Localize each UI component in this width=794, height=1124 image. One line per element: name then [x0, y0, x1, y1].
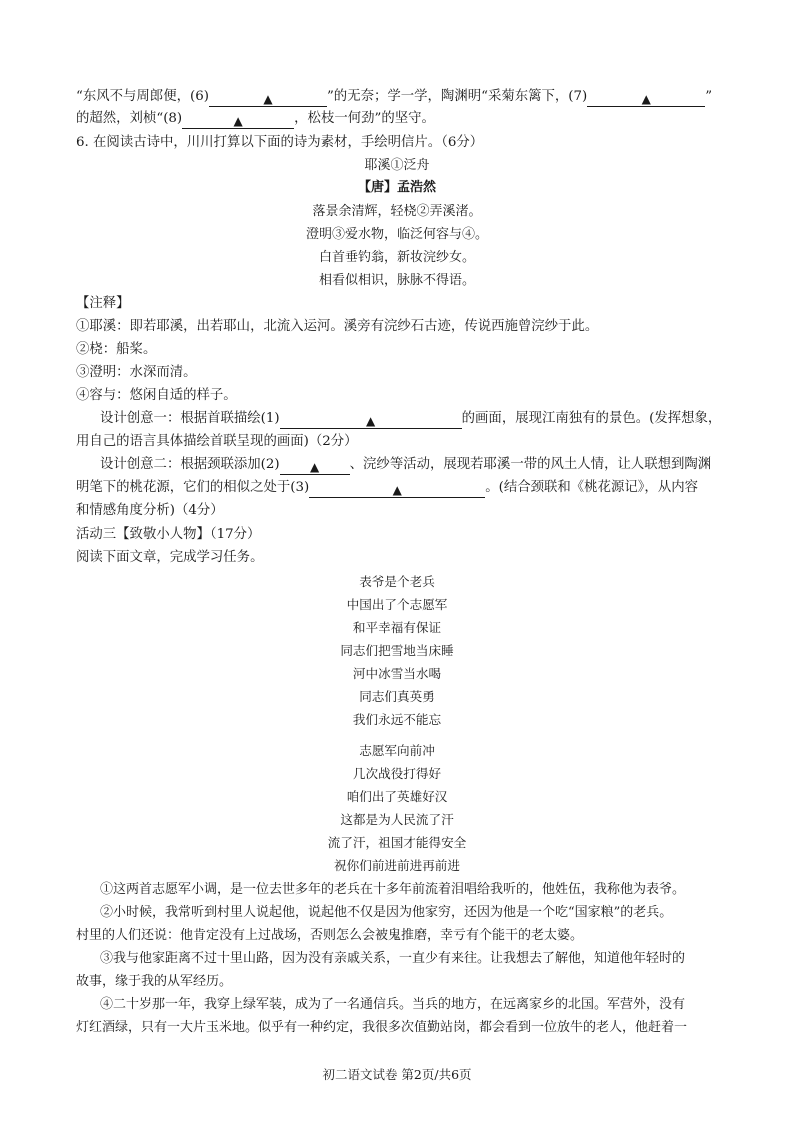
answer-blank-8[interactable]: ▲ — [182, 114, 294, 129]
q5-text: ”的无奈；学一学，陶渊明“采菊东篱下，(7) — [326, 89, 588, 104]
idea-text: 设计创意二：根据颈联添加(2) — [100, 457, 280, 472]
page-footer: 初二语文试卷 第2页/共6页 — [322, 1067, 472, 1082]
song-line: 和平幸福有保证 — [352, 620, 442, 635]
q6-prompt: 6. 在阅读古诗中，川川打算以下面的诗为素材，手绘明信片。（6分） — [76, 135, 484, 150]
song-line: 中国出了个志愿军 — [346, 597, 448, 612]
answer-blank-3[interactable]: ▲ — [309, 483, 485, 498]
article-paragraph: ①这两首志愿军小调，是一位去世多年的老兵在十多年前流着泪唱给我听的，他姓伍，我称他为表爷。 — [100, 882, 686, 897]
article-paragraph: 灯红酒绿，只有一大片玉米地。似乎有一种约定，我很多次值勤站岗，都会看到一位放牛的老人，他赶着一 — [76, 1020, 688, 1035]
poem-line: 澄明③爱水物，临泛何容与④。 — [305, 227, 488, 242]
design-idea-2-cont — [76, 481, 698, 498]
article-paragraph: 故事，缘于我的从军经历。 — [76, 974, 233, 989]
q5-text: ，松枝一何劲”的坚守。 — [294, 111, 435, 126]
design-idea-1 — [100, 412, 721, 429]
poem-title: 耶溪①泛舟 — [364, 158, 430, 173]
song-line: 这都是为人民流了汗 — [340, 812, 454, 827]
activity-3-instruction: 阅读下面文章，完成学习任务。 — [76, 550, 264, 565]
design-idea-2-cont: 和情感角度分析)（4分） — [76, 503, 224, 518]
song-line: 几次战役打得好 — [352, 766, 442, 781]
idea-text: 的画面，展现江南独有的景色。(发挥想象， — [461, 411, 722, 426]
q5-line-2 — [76, 112, 435, 129]
note-item: ③澄明：水深而清。 — [76, 365, 197, 380]
article-paragraph: 村里的人们还说：他肯定没有上过战场，否则怎么会被鬼推磨，幸亏有个能干的老太婆。 — [76, 928, 584, 943]
q5-text: 的超然，刘桢“(8) — [76, 111, 183, 126]
note-item: ④容与：悠闲自适的样子。 — [76, 388, 237, 403]
q5-text: “东风不与周郎便，(6) — [76, 89, 209, 104]
idea-text: 、浣纱等活动，展现若耶溪一带的风土人情，让人联想到陶渊 — [349, 457, 712, 472]
song-line: 咱们出了英雄好汉 — [346, 789, 448, 804]
poem-line: 相看似相识，脉脉不得语。 — [318, 273, 475, 288]
idea-text: 明笔下的桃花源，它们的相似之处于(3) — [76, 480, 310, 495]
article-paragraph: ③我与他家距离不过十里山路，因为没有亲戚关系，一直少有来往。让我想去了解他，知道他年轻时的 — [100, 951, 686, 966]
song-line: 同志们把雪地当床睡 — [340, 643, 454, 658]
design-idea-1-cont: 用自己的语言具体描绘首联呈现的画面)（2分） — [76, 434, 358, 449]
answer-blank-2[interactable]: ▲ — [280, 460, 350, 475]
song-line: 我们永远不能忘 — [352, 712, 442, 727]
activity-3-title: 活动三【致敬小人物】（17分） — [76, 527, 261, 542]
poem-line: 落景余清辉，轻桡②弄溪渚。 — [312, 204, 482, 219]
answer-blank-7[interactable]: ▲ — [587, 92, 705, 107]
song-line: 流了汗，祖国才能得安全 — [327, 835, 467, 850]
answer-blank-1[interactable]: ▲ — [280, 414, 462, 429]
song-line: 同志们真英勇 — [359, 689, 435, 704]
design-idea-2 — [100, 458, 711, 475]
poem-author: 【唐】孟浩然 — [357, 180, 436, 195]
article-paragraph: ④二十岁那一年，我穿上绿军装，成为了一名通信兵。当兵的地方，在远离家乡的北国。军营外，没有 — [100, 997, 686, 1012]
idea-text: 。(结合颈联和《桃花源记》，从内容 — [485, 480, 698, 495]
note-item: ①耶溪：即若耶溪，出若耶山，北流入运河。溪旁有浣纱石古迹，传说西施曾浣纱于此。 — [76, 319, 599, 334]
article-title: 表爷是个老兵 — [359, 574, 435, 589]
article-paragraph: ②小时候，我常听到村里人说起他，说起他不仅是因为他家穷，还因为他是一个吃“国家粮”的老兵。 — [100, 905, 673, 920]
poem-line: 白首垂钓翁，新妆浣纱女。 — [318, 250, 475, 265]
idea-text: 设计创意一：根据首联描绘(1) — [100, 411, 280, 426]
q5-line-1 — [76, 90, 712, 107]
notes-title: 【注释】 — [76, 296, 130, 311]
song-line: 河中冰雪当水喝 — [352, 666, 442, 681]
song-line: 祝你们前进前进再前进 — [334, 858, 460, 873]
note-item: ②桡：船桨。 — [76, 342, 157, 357]
answer-blank-6[interactable]: ▲ — [209, 92, 327, 107]
song-line: 志愿军向前冲 — [359, 743, 435, 758]
q5-text: ” — [705, 89, 713, 104]
